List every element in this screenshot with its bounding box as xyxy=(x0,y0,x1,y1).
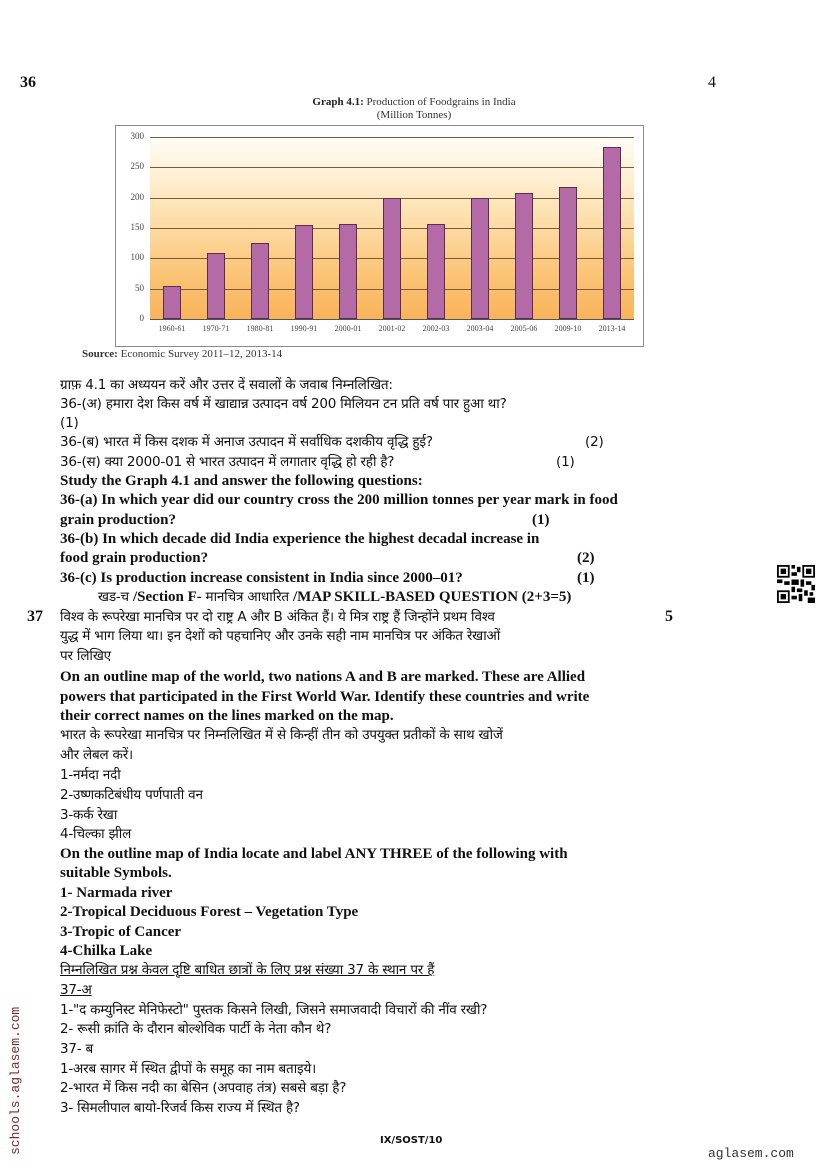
question-marks: 4 xyxy=(708,74,716,91)
q36-hindi-c: 36-(स) क्या 2000-01 से भारत उत्पादन में लगातार वृद्धि हो रही है? xyxy=(60,454,395,470)
y-tick-label: 300 xyxy=(130,131,144,141)
q36-english-c: 36-(c) Is production increase consistent in India since 2000–01? xyxy=(60,570,463,586)
bar xyxy=(515,193,533,319)
chart-title-text: Production of Foodgrains in India xyxy=(363,96,516,108)
q37-item-hi: 3-कर्क रेखा xyxy=(60,807,118,823)
section-f-en2: /MAP SKILL-BASED QUESTION (2+3=5) xyxy=(293,589,572,605)
gridline xyxy=(150,137,634,138)
q36-english-c-marks: (1) xyxy=(577,570,595,586)
q36-hindi-b-marks: (2) xyxy=(585,434,604,450)
q37-item-en: 1- Narmada river xyxy=(60,885,173,901)
x-tick-label: 1970-71 xyxy=(202,324,230,333)
q37-india-hi-1: भारत के रूपरेखा मानचित्र पर निम्नलिखित में से किन्हीं तीन को उपयुक्त प्रतीकों के साथ खोजें xyxy=(60,727,503,743)
x-tick-label: 2013-14 xyxy=(598,324,626,333)
source-text: Economic Survey 2011–12, 2013-14 xyxy=(117,348,283,360)
footer-site: aglasem.com xyxy=(708,1146,794,1161)
bar xyxy=(295,225,313,319)
chart-subtitle: (Million Tonnes) xyxy=(376,109,452,121)
q37-world-en-1: On an outline map of the world, two nations A and B are marked. These are Allied xyxy=(60,669,586,685)
y-tick-label: 250 xyxy=(130,161,144,172)
section-f-hi2: मानचित्र आधारित xyxy=(205,589,293,605)
vi-part-a-item: 1-"द कम्युनिस्ट मेनिफेस्टो" पुस्तक किसने लिखी, जिसने समाजवादी विचारों की नींव रखी? xyxy=(60,1002,488,1018)
vi-part-b-item: 3- सिमलीपाल बायो-रिजर्व किस राज्य में स्थित है? xyxy=(60,1100,300,1116)
x-tick-label: 1960-61 xyxy=(158,324,186,333)
section-f-heading xyxy=(98,588,571,607)
bar-chart xyxy=(115,125,644,347)
q37-item-en: 3-Tropic of Cancer xyxy=(60,924,182,940)
question-number: 36 xyxy=(20,74,36,91)
q37-item-hi: 2-उष्णकटिबंधीय पर्णपाती वन xyxy=(60,787,203,803)
chart-title-bold: Graph 4.1: xyxy=(312,96,364,108)
q36-hindi-a-marks: (1) xyxy=(60,415,79,431)
y-tick-label: 150 xyxy=(130,222,144,232)
qr-code-icon[interactable] xyxy=(777,565,815,603)
q37-item-en: 4-Chilka Lake xyxy=(60,943,153,959)
q36-english-b-line1: 36-(b) In which decade did India experience the highest decadal increase in xyxy=(60,531,540,547)
vi-part-a-item: 2- रूसी क्रांति के दौरान बोल्शेविक पार्टी के नेता कौन थे? xyxy=(60,1021,332,1037)
section-f-hi: खड-च xyxy=(98,589,134,605)
q37-world-hi-1: विश्व के रूपरेखा मानचित्र पर दो राष्ट्र A और B अंकित हैं। ये मित्र राष्ट्र हैं जिन्होंने प्रथम विश्व xyxy=(60,609,495,625)
q36-english-a-marks: (1) xyxy=(532,512,550,528)
chart-source xyxy=(82,348,282,360)
x-tick-label: 2000-01 xyxy=(334,324,362,333)
q37-world-en-3: their correct names on the lines marked on the map. xyxy=(60,708,394,724)
side-watermark: schools.aglasem.com xyxy=(8,1006,23,1155)
q37-world-hi-3: पर लिखिए xyxy=(60,648,111,664)
gridline xyxy=(150,319,634,320)
x-tick-label: 2009-10 xyxy=(554,324,582,333)
y-tick-label: 50 xyxy=(135,282,144,293)
vi-part-b-item: 1-अरब सागर में स्थित द्वीपों के समूह का नाम बताइये। xyxy=(60,1061,317,1077)
bar xyxy=(383,198,401,319)
bar xyxy=(163,286,181,319)
plot-area xyxy=(130,131,634,333)
q36-english-intro: Study the Graph 4.1 and answer the following questions: xyxy=(60,473,423,489)
q36-english-b-line2: food grain production? xyxy=(60,550,209,566)
q37-item-en: 2-Tropical Deciduous Forest – Vegetation Type xyxy=(60,904,359,920)
x-tick-label: 2005-06 xyxy=(510,324,538,333)
bar xyxy=(603,147,621,319)
q37-item-hi: 1-नर्मदा नदी xyxy=(60,767,121,783)
x-tick-label: 2001-02 xyxy=(378,324,406,333)
q37-marks: 5 xyxy=(665,608,673,625)
bar xyxy=(471,198,489,319)
bar xyxy=(559,187,577,319)
y-tick-label: 200 xyxy=(130,191,144,202)
bar xyxy=(339,224,357,319)
q36-hindi-a: 36-(अ) हमारा देश किस वर्ष में खाद्यान्न उत्पादन वर्ष 200 मिलियन टन प्रति वर्ष पार हुआ था? xyxy=(60,396,507,412)
q36-english-a-line2: grain production? xyxy=(60,512,176,528)
bar xyxy=(251,243,269,319)
section-f-en: /Section F- xyxy=(133,589,206,605)
x-tick-label: 2003-04 xyxy=(466,324,494,333)
q37-number: 37 xyxy=(27,608,43,625)
q36-hindi-b: 36-(ब) भारत में किस दशक में अनाज उत्पादन में सर्वाधिक दशकीय वृद्धि हुई? xyxy=(60,434,433,450)
vi-part-b-label: 37- ब xyxy=(60,1041,94,1057)
source-label: Source: xyxy=(82,348,118,360)
x-tick-label: 2002-03 xyxy=(422,324,450,333)
q36-hindi-intro: ग्राफ़ 4.1 का अध्ययन करें और उत्तर दें सवालों के जवाब निम्नलिखित: xyxy=(60,377,393,393)
y-tick-label: 0 xyxy=(139,313,144,323)
q36-english-a-line1: 36-(a) In which year did our country cross the 200 million tonnes per year mark in food xyxy=(60,492,618,508)
x-tick-label: 1990-91 xyxy=(290,324,318,333)
q37-india-en-2: suitable Symbols. xyxy=(60,865,172,881)
y-tick-label: 100 xyxy=(130,252,144,263)
q36-hindi-c-marks: (1) xyxy=(556,454,575,470)
bar xyxy=(207,253,225,319)
x-tick-label: 1980-81 xyxy=(246,324,274,333)
vi-part-b-item: 2-भारत में किस नदी का बेसिन (अपवाह तंत्र) सबसे बड़ा है? xyxy=(60,1080,347,1096)
q37-world-en-2: powers that participated in the First World War. Identify these countries and write xyxy=(60,689,590,705)
q37-india-en-1: On the outline map of India locate and label ANY THREE of the following with xyxy=(60,846,568,862)
q37-item-hi: 4-चिल्का झील xyxy=(60,826,132,842)
page-code: IX/SOST/10 xyxy=(380,1135,443,1146)
vi-note: निम्नलिखित प्रश्न केवल दृष्टि बाधित छात्रों के लिए प्रश्न संख्या 37 के स्थान पर हैं xyxy=(60,962,435,978)
bar xyxy=(427,224,445,319)
chart-title xyxy=(0,96,828,122)
q37-world-hi-2: युद्ध में भाग लिया था। इन देशों को पहचानिए और उनके सही नाम मानचित्र पर अंकित रेखाओं xyxy=(60,628,501,644)
q36-english-b-marks: (2) xyxy=(577,550,595,566)
gridline xyxy=(150,167,634,168)
q37-india-hi-2: और लेबल करें। xyxy=(60,747,133,763)
vi-part-a-label: 37-अ xyxy=(60,982,92,998)
